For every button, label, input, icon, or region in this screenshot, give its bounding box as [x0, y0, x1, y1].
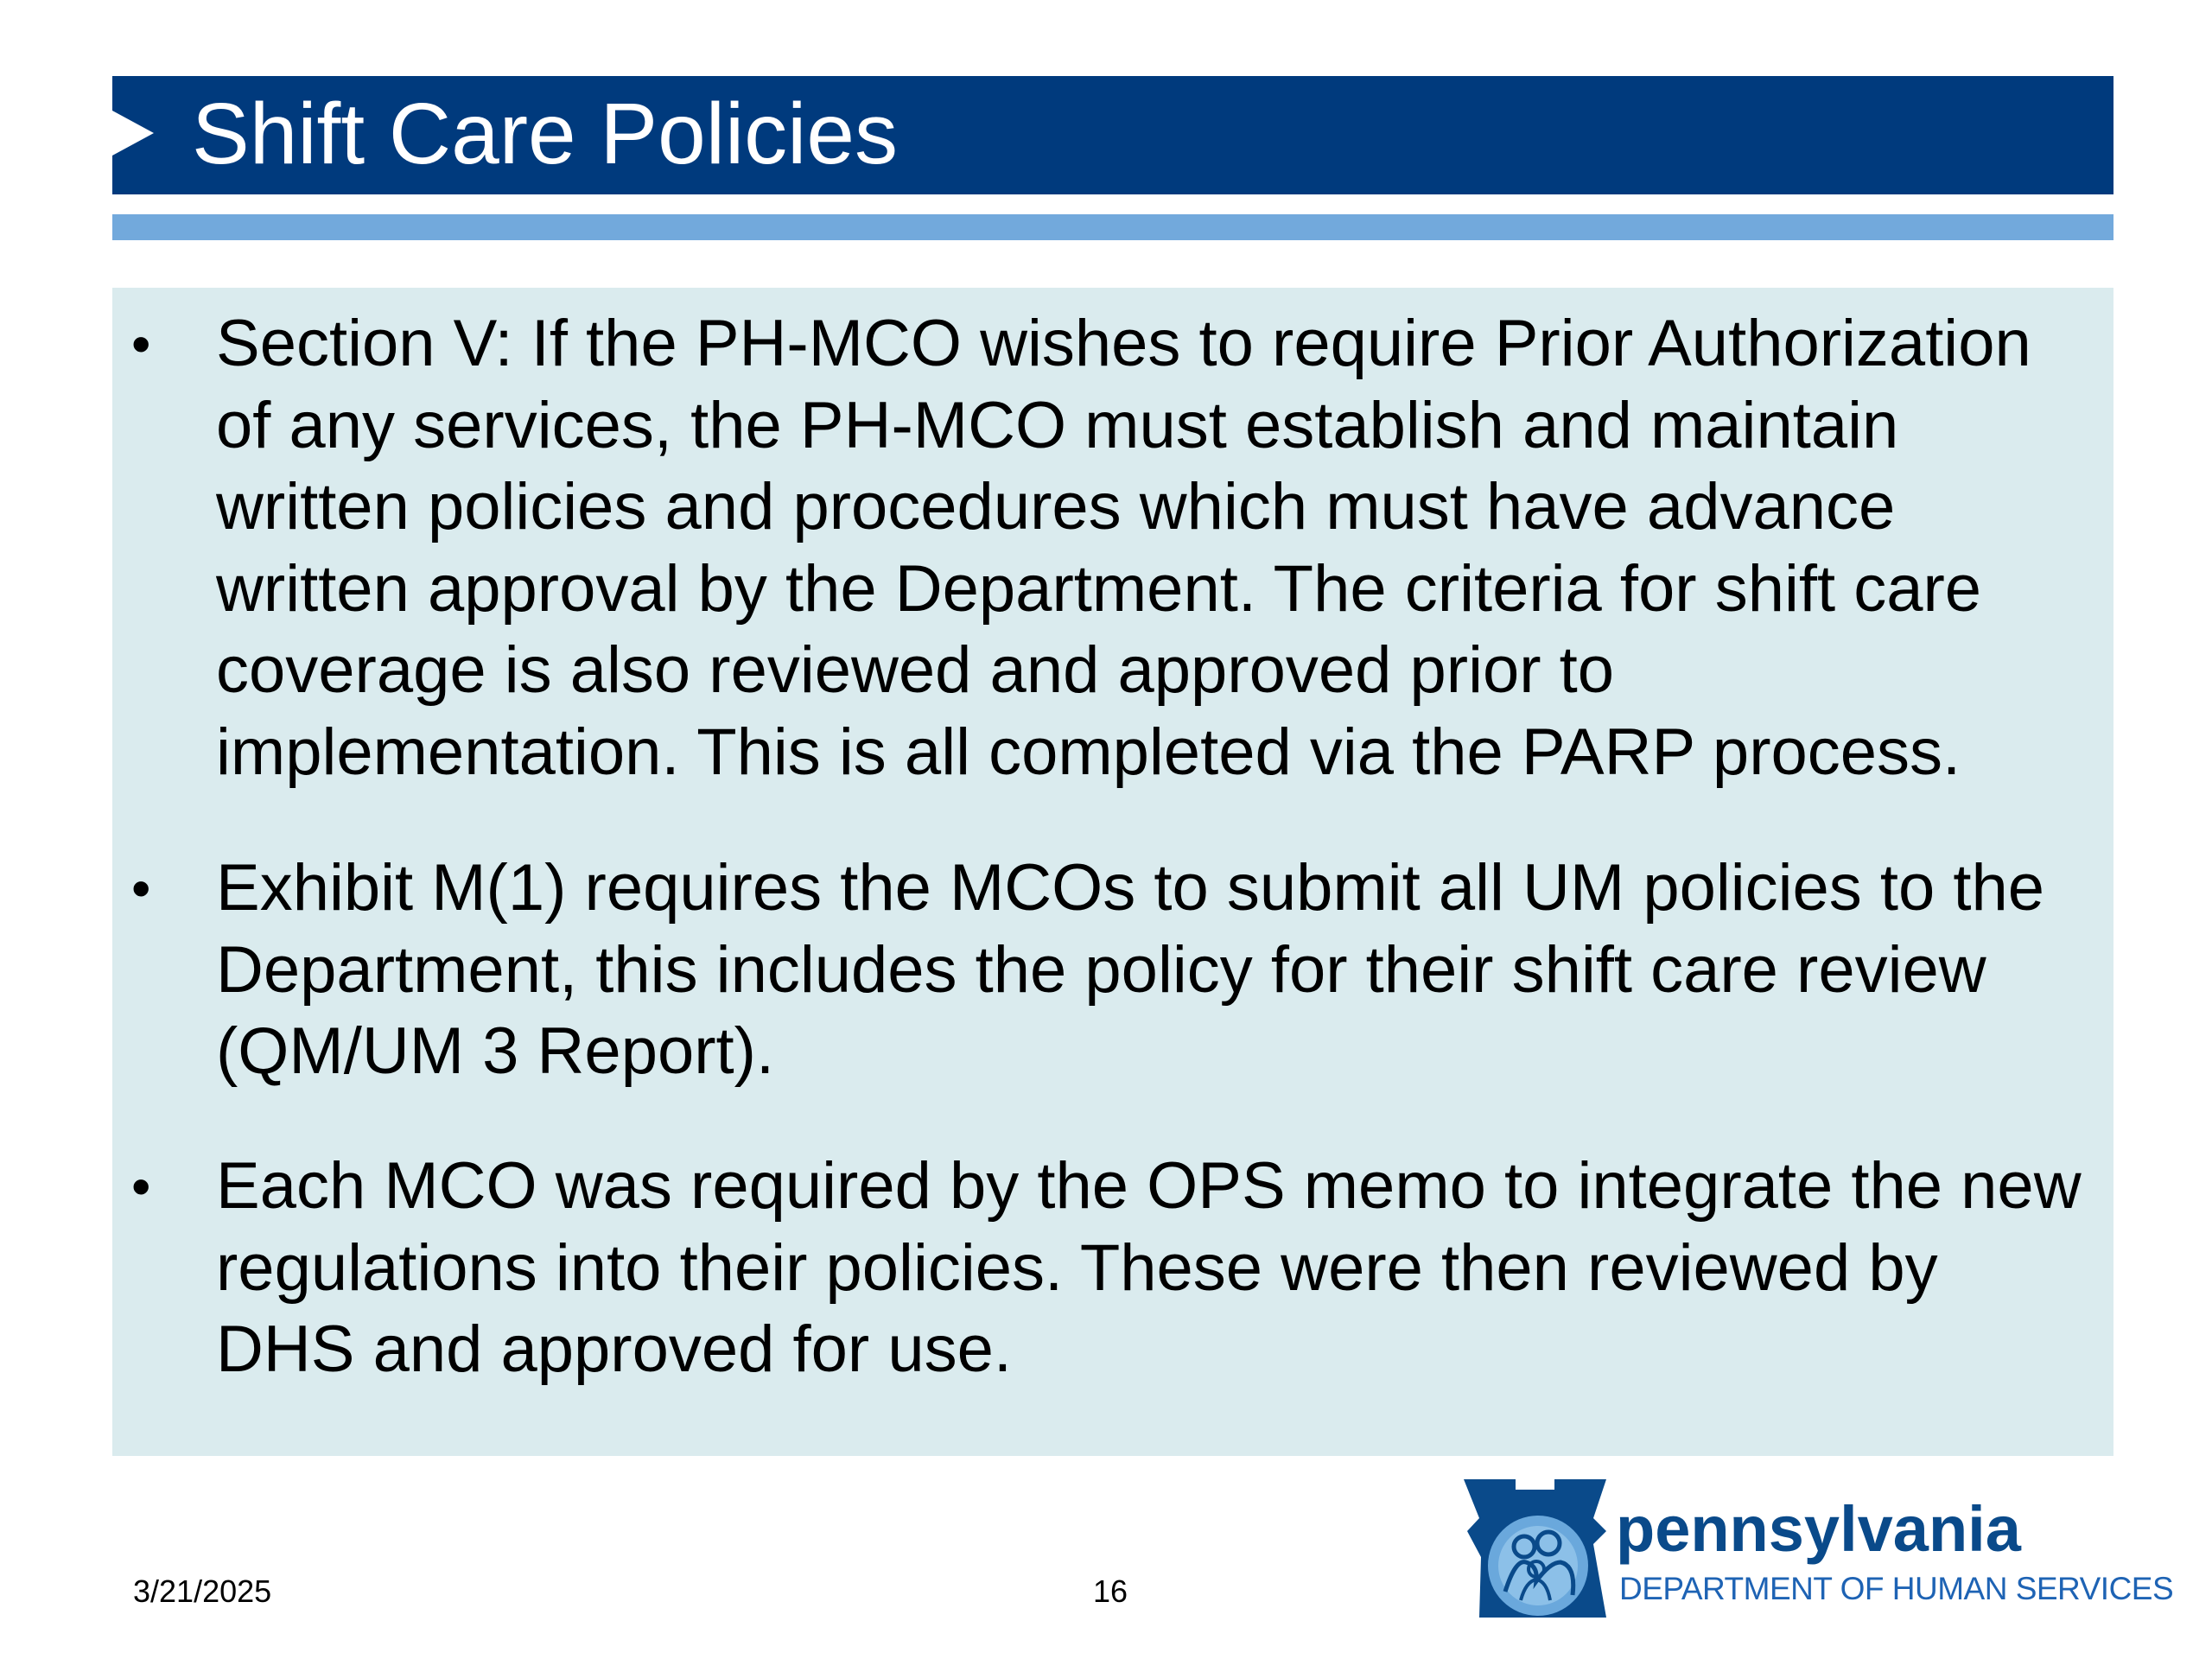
logo-department: DEPARTMENT OF HUMAN SERVICES — [1619, 1571, 2174, 1606]
pa-dhs-logo — [1464, 1479, 2174, 1618]
logo-name: pennsylvania — [1616, 1493, 2021, 1565]
slide-title: Shift Care Policies — [192, 86, 898, 182]
accent-bar — [112, 214, 2113, 240]
content-panel — [112, 288, 2113, 1456]
bullet-marker: • — [131, 313, 151, 375]
bullet-text: Exhibit M(1) requires the MCOs to submit all UM policies to the Department, this includes the policy for their shift care review (QM/UM 3 Report). — [216, 851, 2045, 1088]
bullet-marker: • — [131, 1155, 151, 1217]
title-bar — [112, 76, 2113, 194]
footer-date: 3/21/2025 — [133, 1573, 272, 1609]
keystone-family-icon — [1464, 1479, 1606, 1618]
footer-page-number: 16 — [1093, 1573, 1128, 1609]
bullet-text: Section V: If the PH-MCO wishes to require Prior Authorization of any services, the PH-MCO must establish and maintain written policies and procedures which must have advance written approval by the Department. The criteria for shift care coverage is also reviewed and approved prior to implementation. This is all completed via the PARP process. — [216, 307, 2031, 789]
bullet-text: Each MCO was required by the OPS memo to integrate the new regulations into their policies. These were then reviewed by DHS and approved for use. — [216, 1149, 2082, 1386]
bullet-marker: • — [131, 857, 151, 919]
title-arrow-icon — [112, 111, 154, 156]
